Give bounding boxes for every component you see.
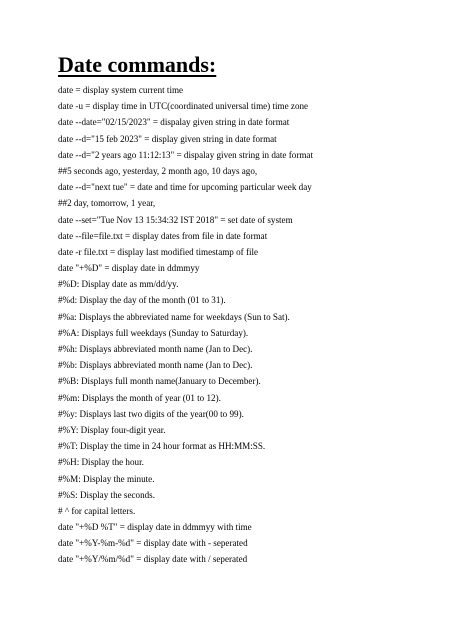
command-line: #%y: Displays last two digits of the year(00 to 99). — [58, 408, 244, 419]
command-line: #%B: Displays full month name(January to December). — [58, 376, 261, 387]
command-line: #%T: Display the time in 24 hour format as HH:MM:SS. — [58, 441, 266, 452]
command-line: date --d="2 years ago 11:12:13" = dispalay given string in date format — [58, 149, 313, 160]
command-line: #%m: Displays the month of year (01 to 12). — [58, 392, 221, 403]
command-line: date --d="15 feb 2023" = display given string in date format — [58, 133, 277, 144]
command-line: # ^ for capital letters. — [58, 505, 136, 516]
command-line: #%D: Display date as mm/dd/yy. — [58, 279, 179, 290]
command-line: #%b: Displays abbreviated month name (Jan to Dec). — [58, 360, 253, 371]
command-line: #%Y: Display four-digit year. — [58, 424, 166, 435]
command-line: date "+%Y/%m/%d" = display date with / seperated — [58, 554, 248, 565]
command-line: #%A: Displays full weekdays (Sunday to Saturday). — [58, 327, 249, 338]
command-line: date "+%Y-%m-%d" = display date with - seperated — [58, 538, 248, 549]
command-line: date -u = display time in UTC(coordinated universal time) time zone — [58, 101, 309, 112]
command-line: #%S: Display the seconds. — [58, 489, 155, 500]
command-line: #%a: Displays the abbreviated name for weekdays (Sun to Sat). — [58, 311, 290, 322]
command-line: date = display system current time — [58, 85, 184, 95]
command-line: ##2 day, tomorrow, 1 year, — [58, 198, 156, 209]
command-line: date --set="Tue Nov 13 15:34:32 IST 2018" = set date of system — [58, 214, 293, 225]
command-line: #%M: Display the minute. — [58, 473, 155, 484]
document-page — [58, 52, 458, 568]
command-line: date --d="next tue" = date and time for upcoming particular week day — [58, 182, 312, 193]
command-line: #%h: Displays abbreviated month name (Jan to Dec). — [58, 344, 253, 354]
command-line: date -r file.txt = display last modified timestamp of file — [58, 246, 259, 257]
command-line: #%H: Display the hour. — [58, 457, 144, 468]
command-line: date "+%D" = display date in ddmmyy — [58, 263, 200, 274]
command-line: date --file=file.txt = display dates from file in date format — [58, 230, 268, 241]
command-line: ##5 seconds ago, yesterday, 2 month ago, 10 days ago, — [58, 165, 258, 176]
command-line: #%d: Display the day of the month (01 to 31). — [58, 295, 226, 306]
command-line: date "+%D %T" = display date in ddmmyy with time — [58, 522, 252, 533]
command-list — [58, 82, 458, 568]
document-title: Date commands: — [58, 52, 217, 77]
command-line: date --date="02/15/2023" = dispalay given string in date format — [58, 117, 290, 128]
